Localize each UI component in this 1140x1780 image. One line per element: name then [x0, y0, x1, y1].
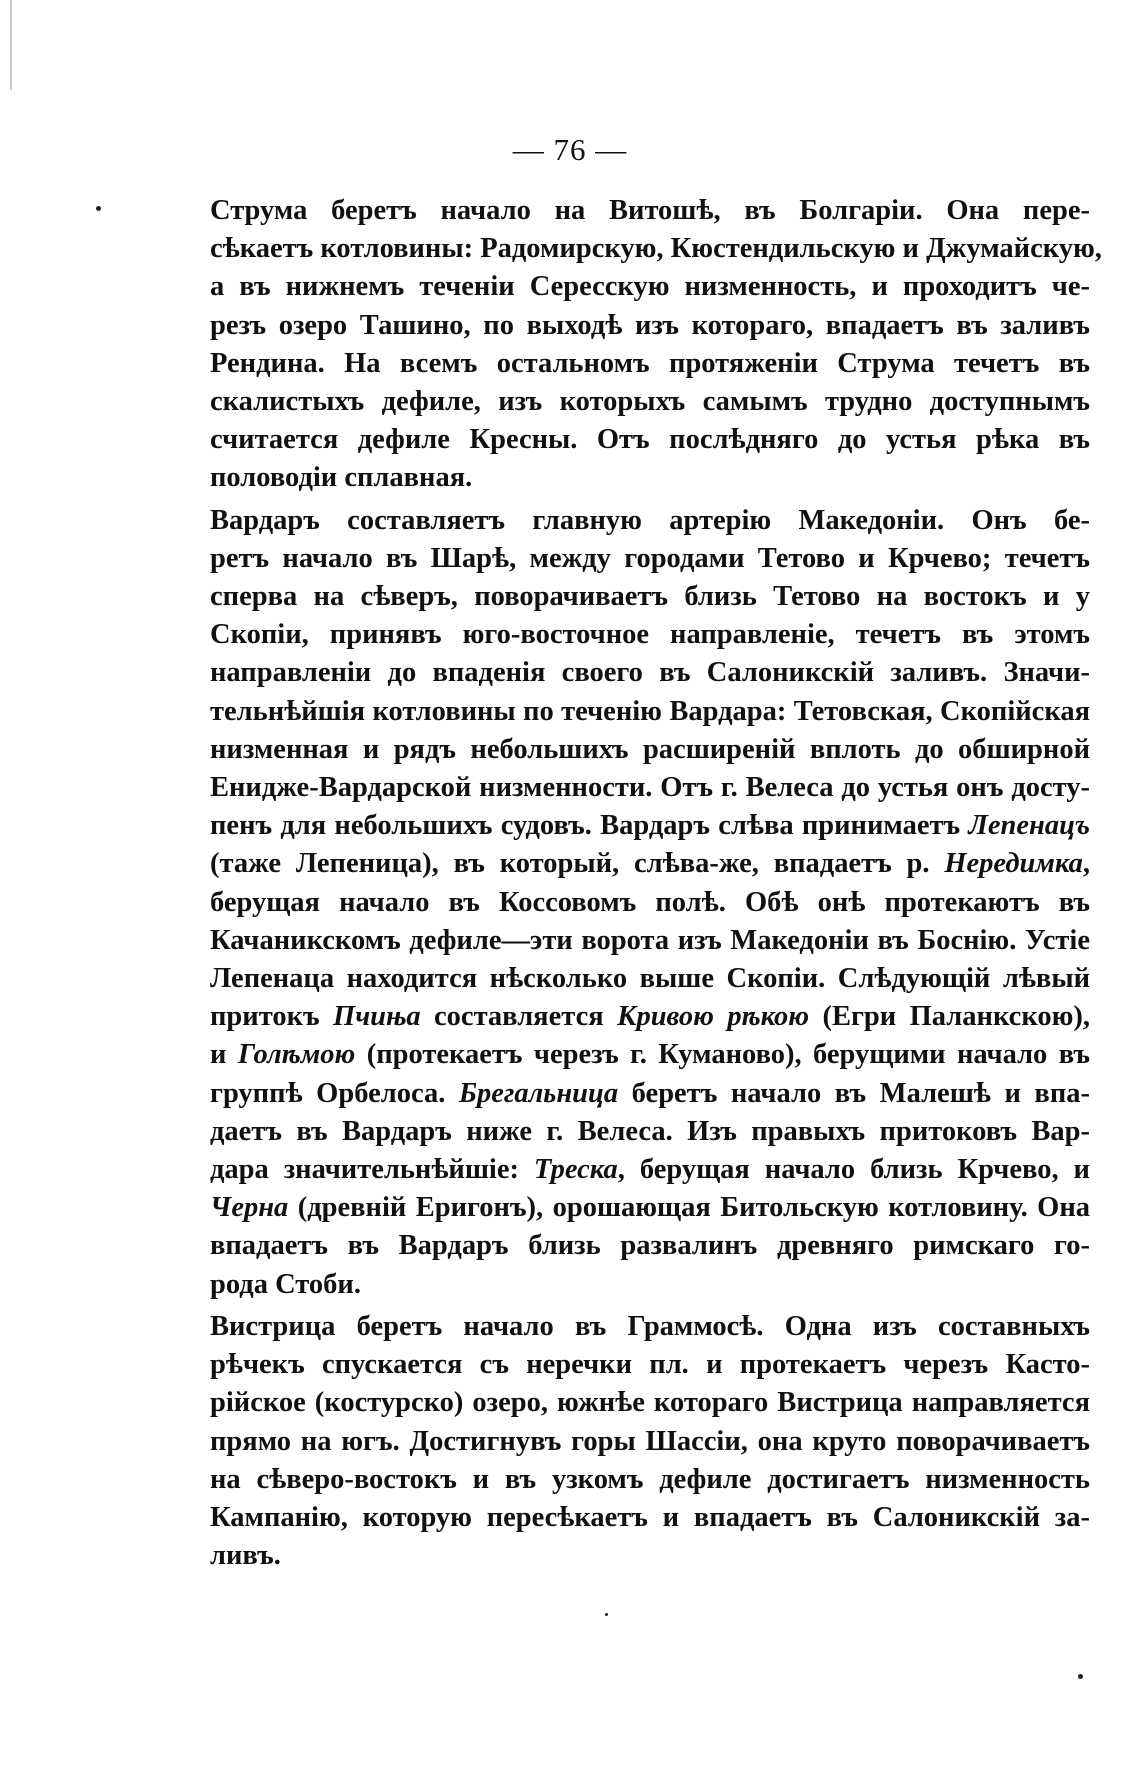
text-run: берущая начало въ Коссовомъ полѣ. Обѣ онѣ протекаютъ въ [210, 886, 1090, 918]
text-run: сѣкаетъ котловины: Радомирскую, Кюстендильскую и Джумайскую, [210, 233, 1102, 265]
text-run: ливъ. [210, 1540, 281, 1572]
text-run: (Егри Паланкскою), [809, 1001, 1091, 1033]
text-run: Вардаръ составляетъ главную артерію Македоніи. Онъ бе- [210, 504, 1090, 536]
text-line [162, 1461, 1090, 1499]
text-run: , берущая начало близь Крчево, и [617, 1154, 1090, 1186]
text-line [162, 307, 1090, 345]
text-run: (таже Лепеница), въ который, слѣва-же, впадаетъ р. [210, 848, 945, 880]
text-run: половодіи сплавная. [210, 462, 473, 494]
text-line [162, 540, 1090, 578]
text-line [162, 1075, 1090, 1113]
text-run: прямо на югъ. Достигнувъ горы Шассіи, она круто поворачиваетъ [210, 1425, 1090, 1457]
text-run: тельнѣйшія котловины по теченію Вардара: Тетовская, Скопійская [210, 695, 1090, 727]
scan-speck [1078, 1674, 1083, 1679]
text-line [162, 502, 1090, 540]
text-line [162, 345, 1090, 383]
text-line [162, 731, 1090, 769]
italic-river-name: Черна [210, 1192, 289, 1224]
scan-edge-line [10, 0, 12, 90]
text-run: (протекаетъ черезъ г. Куманово), берущими начало въ [355, 1039, 1090, 1071]
text-line [162, 1384, 1090, 1422]
text-line [162, 1537, 1090, 1575]
text-line [162, 1189, 1090, 1227]
text-run: а въ нижнемъ теченіи Сересскую низменность, и проходитъ че- [210, 271, 1090, 303]
scan-speck [96, 206, 101, 211]
italic-river-name: Голѣмою [237, 1039, 356, 1071]
text-line [162, 616, 1090, 654]
text-line [162, 960, 1090, 998]
text-run: (древній Еригонъ), орошающая Битольскую котловину. Она [288, 1192, 1090, 1224]
text-line [162, 693, 1090, 731]
text-run: даетъ въ Вардаръ ниже г. Велеса. Изъ правыхъ притоковъ Вар- [210, 1115, 1090, 1147]
text-line [162, 1346, 1090, 1384]
text-line [162, 1151, 1090, 1189]
text-line [162, 1499, 1090, 1537]
text-line [162, 1113, 1090, 1151]
text-line [162, 268, 1090, 306]
text-run: Качаникскомъ дефиле—эти ворота изъ Македоніи въ Боснію. Устіе [210, 924, 1090, 956]
text-run: Лепенаца находится нѣсколько выше Скопіи. Слѣдующій лѣвый [210, 963, 1090, 995]
scan-speck [605, 1613, 608, 1616]
text-line [162, 845, 1090, 883]
italic-river-name: Кривою рѣкою [617, 1001, 810, 1033]
text-run: Вистрица беретъ начало въ Граммосѣ. Одна изъ составныхъ [210, 1310, 1090, 1342]
text-line [162, 654, 1090, 692]
text-line [162, 1266, 1090, 1304]
text-run: пенъ для небольшихъ судовъ. Вардаръ слѣва принимаетъ [210, 810, 969, 842]
text-run: Рендина. На всемъ остальномъ протяженіи Струма течетъ въ [210, 347, 1090, 379]
text-line [162, 578, 1090, 616]
text-run: ретъ начало въ Шарѣ, между городами Тетово и Крчево; течетъ [210, 542, 1090, 574]
italic-river-name: Нередимка [944, 848, 1083, 880]
text-run: , [1082, 848, 1090, 880]
text-line [162, 230, 1102, 268]
text-line [162, 459, 1090, 497]
text-run: сперва на сѣверъ, поворачиваетъ близь Тетово на востокъ и у [210, 581, 1090, 613]
text-line [162, 421, 1090, 459]
text-run: составляется [420, 1001, 618, 1033]
text-run: направленіи до впаденія своего въ Салоникскій заливъ. Значи- [210, 657, 1090, 689]
text-line [162, 1036, 1090, 1074]
paragraph [162, 502, 1090, 1304]
italic-river-name: Лепенацъ [968, 810, 1090, 842]
text-run: Струма беретъ начало на Витошѣ, въ Болгаріи. Она пере- [210, 195, 1090, 226]
paragraph [162, 192, 1102, 498]
text-run: рѣчекъ спускается съ неречки пл. и протекаетъ черезъ Касто- [210, 1349, 1090, 1381]
paragraph [162, 1308, 1090, 1575]
body-text [162, 192, 1102, 1575]
text-run: группѣ Орбелоса. [210, 1077, 459, 1109]
text-run: на сѣверо-востокъ и въ узкомъ дефиле достигаетъ низменность [210, 1463, 1090, 1495]
text-run: притокъ [210, 1001, 334, 1033]
text-run: Енидже-Вардарской низменности. Отъ г. Велеса до устья онъ досту- [210, 772, 1090, 804]
text-run: считается дефиле Кресны. Отъ послѣдняго до устья рѣка въ [210, 424, 1090, 456]
italic-river-name: Брегальница [458, 1077, 619, 1109]
page-number: — 76 — [512, 132, 628, 167]
text-line [162, 383, 1090, 421]
text-run: низменная и рядъ небольшихъ расширеній вплоть до обширной [210, 733, 1090, 765]
text-line [162, 998, 1090, 1036]
text-run: скалистыхъ дефиле, изъ которыхъ самымъ трудно доступнымъ [210, 386, 1090, 418]
text-line [162, 192, 1090, 230]
italic-river-name: Пчиња [333, 1001, 421, 1033]
text-line [162, 807, 1090, 845]
text-line [162, 1227, 1090, 1265]
text-line [162, 1423, 1090, 1461]
text-line [162, 922, 1090, 960]
text-line [162, 769, 1090, 807]
text-run: дара значительнѣйшіе: [210, 1154, 534, 1186]
text-run: впадаетъ въ Вардаръ близь развалинъ древняго римскаго го- [210, 1230, 1090, 1262]
text-run: рода Стоби. [210, 1268, 361, 1300]
text-run: резъ озеро Ташино, по выходѣ изъ котораго, впадаетъ въ заливъ [210, 309, 1090, 341]
italic-river-name: Треска [533, 1154, 618, 1186]
text-run: Скопіи, принявъ юго-восточное направленіе, течетъ въ этомъ [210, 619, 1090, 651]
text-run: рійское (костурско) озеро, южнѣе котораго Вистрица направляется [210, 1387, 1090, 1419]
text-run: беретъ начало въ Малешѣ и впа- [618, 1077, 1090, 1109]
text-line [162, 1308, 1090, 1346]
text-line [162, 884, 1090, 922]
text-run: Кампанію, которую пересѣкаетъ и впадаетъ въ Салоникскій за- [210, 1501, 1090, 1533]
text-run: и [210, 1039, 238, 1071]
